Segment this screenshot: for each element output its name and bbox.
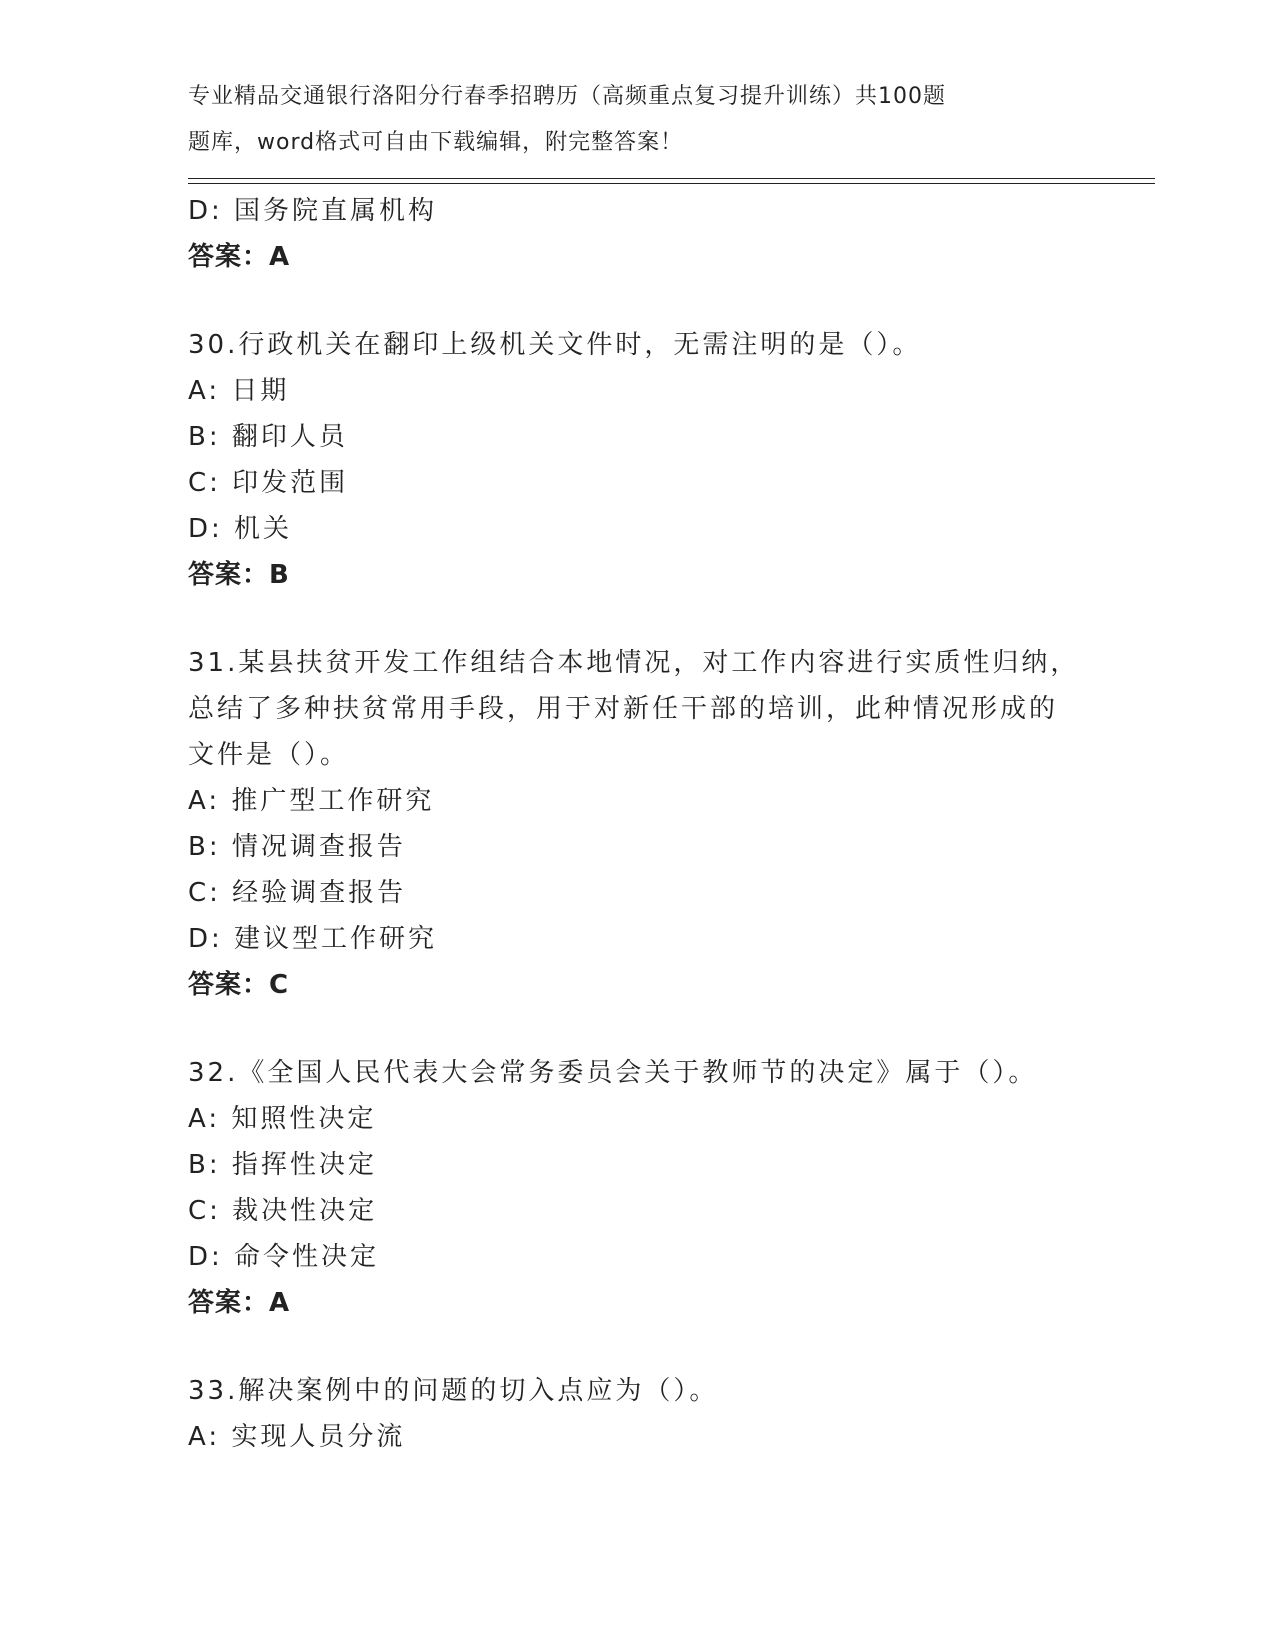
answer-line: 答案：C (188, 970, 290, 1000)
question-30 (188, 322, 1088, 598)
header-divider-top (188, 178, 1155, 179)
stem-line: 文件是（）。 (188, 740, 350, 770)
header-line-2: 题库，word格式可自由下载编辑，附完整答案！ (188, 130, 684, 155)
previous-question-fragment (188, 188, 1088, 280)
header-line-1: 专业精品交通银行洛阳分行春季招聘历（高频重点复习提升训练）共100题 (188, 84, 946, 109)
question-list (188, 188, 1088, 1460)
question-33 (188, 1368, 1088, 1460)
option-a: A: 推广型工作研究 (188, 786, 435, 816)
option-c: C: 裁决性决定 (188, 1196, 378, 1226)
question-stem (188, 1368, 1088, 1414)
question-stem (188, 322, 1088, 368)
option-a: A: 知照性决定 (188, 1104, 377, 1134)
option-b: B: 翻印人员 (188, 422, 348, 452)
option-a: A: 实现人员分流 (188, 1422, 406, 1452)
answer-line: 答案：B (188, 560, 290, 590)
stem-line: 33.解决案例中的问题的切入点应为（）。 (188, 1376, 719, 1406)
option-d: D: 命令性决定 (188, 1242, 380, 1272)
question-32 (188, 1050, 1088, 1326)
document-header (188, 74, 1028, 166)
option-a: A: 日期 (188, 376, 290, 406)
stem-line: 32.《全国人民代表大会常务委员会关于教师节的决定》属于（）。 (188, 1058, 1038, 1088)
option-d: D: 建议型工作研究 (188, 924, 438, 954)
stem-line: 30.行政机关在翻印上级机关文件时，无需注明的是（）。 (188, 330, 922, 360)
question-stem (188, 1050, 1088, 1096)
header-divider-bottom (188, 183, 1155, 184)
stem-line: 总结了多种扶贫常用手段，用于对新任干部的培训，此种情况形成的 (188, 694, 1059, 724)
answer-line: 答案：A (188, 1288, 291, 1318)
option-d: D: 国务院直属机构 (188, 196, 438, 226)
question-31 (188, 640, 1088, 1008)
option-c: C: 印发范围 (188, 468, 349, 498)
question-stem (188, 640, 1088, 778)
option-c: C: 经验调查报告 (188, 878, 407, 908)
answer-line: 答案：A (188, 242, 291, 272)
option-d: D: 机关 (188, 514, 293, 544)
option-b: B: 指挥性决定 (188, 1150, 377, 1180)
option-b: B: 情况调查报告 (188, 832, 406, 862)
stem-line: 31.某县扶贫开发工作组结合本地情况，对工作内容进行实质性归纳， (188, 648, 1080, 678)
